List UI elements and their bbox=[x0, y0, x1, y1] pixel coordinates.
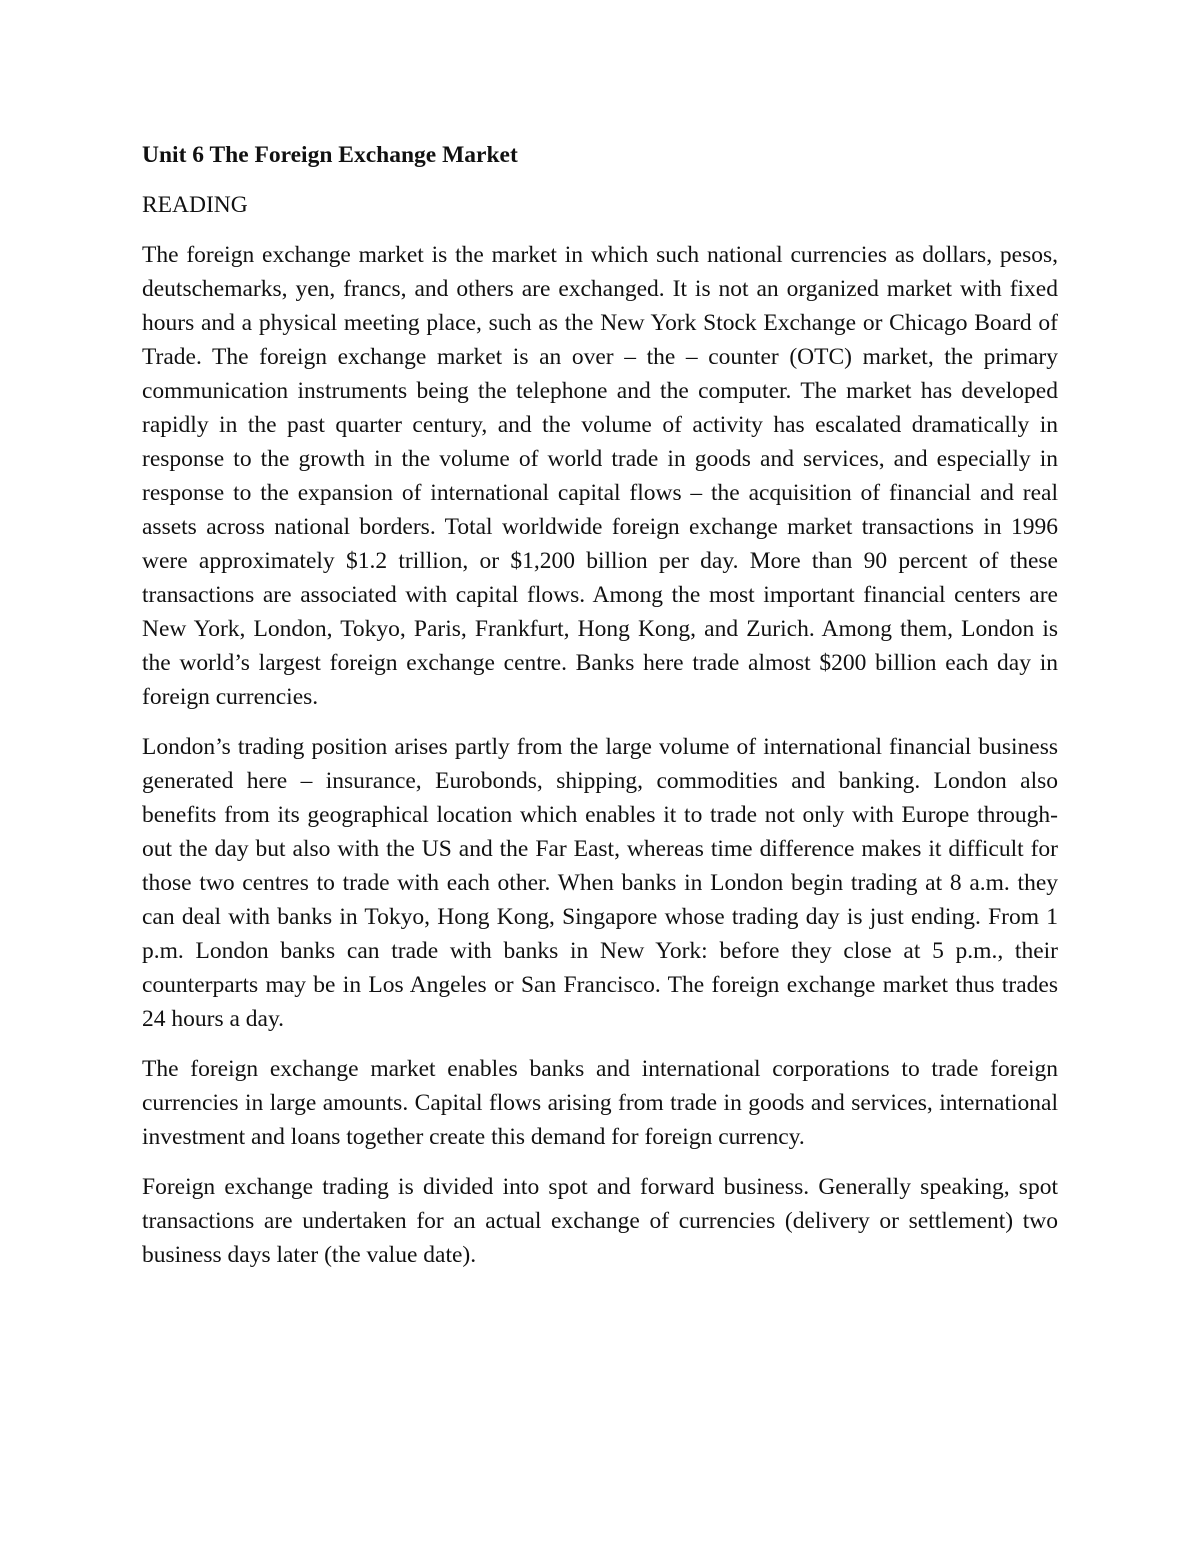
paragraph-overview: The foreign exchange market is the market in which such national currencies as dollars, pesos, deutschemarks, yen, francs, and others are exchanged. It is not an organized market with fixed hours and a physical meeting place, such as the New York Stock Exchange or Chicago Board of Trade. The foreign exchange market is an over – the – counter (OTC) market, the primary communication instruments being the telephone and the computer. The market has developed rapidly in the past quarter century, and the volume of activity has escalated dramatically in response to the growth in the volume of world trade in goods and services, and especially in response to the expansion of international capital flows – the acquisition of financial and real assets across national borders. Total worldwide foreign exchange market transactions in 1996 were approximately $1.2 trillion, or $1,200 billion per day. More than 90 percent of these transactions are associated with capital flows. Among the most important financial centers are New York, London, Tokyo, Paris, Frankfurt, Hong Kong, and Zurich. Among them, London is the world’s largest foreign exchange centre. Banks here trade almost $200 billion each day in foreign currencies. bbox=[142, 242, 1058, 710]
document-page bbox=[142, 138, 1058, 1288]
document-title: Unit 6 The Foreign Exchange Market bbox=[142, 142, 518, 168]
section-label: READING bbox=[142, 192, 248, 218]
paragraph-london-position: London’s trading position arises partly from the large volume of international financial business generated here – insurance, Eurobonds, shipping, commodities and banking. London also benefits from its geographical location which enables it to trade not only with Europe through-out the day but also with the US and the Far East, whereas time difference makes it difficult for those two centres to trade with each other. When banks in London begin trading at 8 a.m. they can deal with banks in Tokyo, Hong Kong, Singapore whose trading day is just ending. From 1 p.m. London banks can trade with banks in New York: before they close at 5 p.m., their counterparts may be in Los Angeles or San Francisco. The foreign exchange market thus trades 24 hours a day. bbox=[142, 734, 1058, 1032]
paragraph-spot-forward: Foreign exchange trading is divided into spot and forward business. Generally speaking, spot transactions are undertaken for an actual exchange of currencies (delivery or settlement) two business days later (the value date). bbox=[142, 1174, 1058, 1268]
paragraph-corporate-trade: The foreign exchange market enables banks and international corporations to trade foreign currencies in large amounts. Capital flows arising from trade in goods and services, international investment and loans together create this demand for foreign currency. bbox=[142, 1056, 1058, 1150]
